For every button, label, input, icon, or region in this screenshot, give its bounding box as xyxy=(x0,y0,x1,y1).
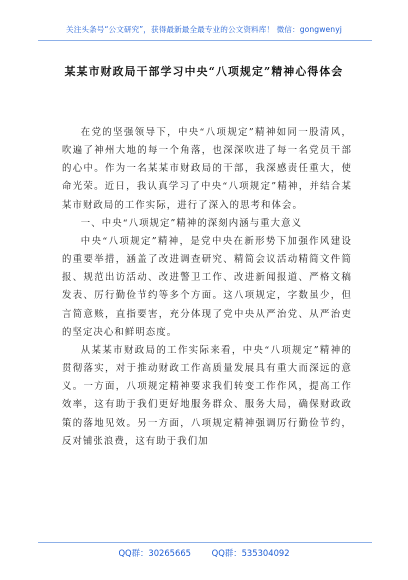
promo-header: 关注头条号“公文研究”，获得最新最全最专业的公文资料库！ 微信：gongwenyj xyxy=(66,25,342,34)
footer xyxy=(0,547,408,559)
footer-divider xyxy=(38,542,372,543)
body-paragraph: 中央“八项规定”精神，是党中央在新形势下加强作风建设的重要举措，涵盖了改进调查研究、精简会议活动精简文件简报、规范出访活动、改进警卫工作、改进新闻报道、严格文稿发表、厉行勤俭节约等多个方面。这八项规定，字数虽少，但言简意赅，直指要害，充分体现了党中央从严治党、从严治吏的坚定决心和鲜明态度。 xyxy=(62,235,352,338)
document-body xyxy=(62,124,352,451)
qq-group-2: QQ群：535304092 xyxy=(211,548,290,558)
section-heading: 一、中央“八项规定”精神的深刻内涵与重大意义 xyxy=(80,217,303,229)
document-title: 某某市财政局干部学习中央“八项规定”精神心得体会 xyxy=(64,65,344,78)
header-divider xyxy=(38,40,372,41)
intro-paragraph: 在党的坚强领导下，中央“八项规定”精神如同一股清风，吹遍了神州大地的每一个角落，也深深吹进了每一名党员干部的心中。作为一名某某市财政局的干部，我深感责任重大，使命光荣。近日，我认真学习了中央“八项规定”精神，并结合某某市财政局的工作实际，进行了深入的思考和体会。 xyxy=(62,127,352,211)
qq-group-1: QQ群：30265665 xyxy=(118,548,191,558)
body-paragraph: 从某某市财政局的工作实际来看，中央“八项规定”精神的贯彻落实，对于推动财政工作高质量发展具有重大而深远的意义。一方面，八项规定精神要求我们转变工作作风，提高工作效率，这有助于我们更好地服务群众、服务大局，确保财政政策的落地见效。另一方面，八项规定精神强调厉行勤俭节约，反对铺张浪费，这有助于我们加 xyxy=(62,344,352,447)
